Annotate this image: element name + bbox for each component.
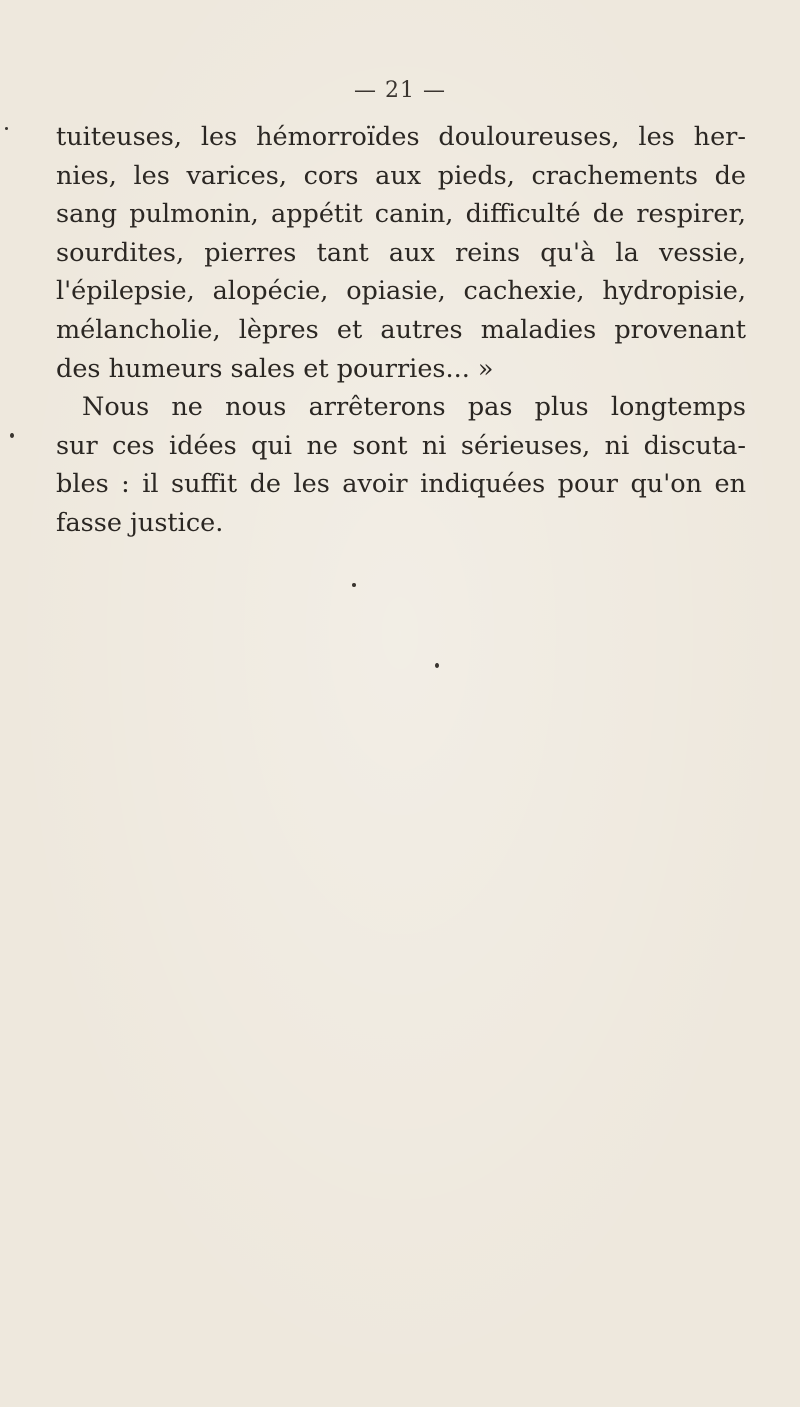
paper-speck bbox=[352, 583, 356, 587]
text-line-2: nies, les varices, cors aux pieds, crachements de bbox=[56, 160, 746, 191]
paper-speck bbox=[435, 663, 439, 668]
paper-speck bbox=[10, 433, 14, 438]
body-text bbox=[56, 118, 746, 543]
text-line-8: Nous ne nous arrêterons pas plus longtemps bbox=[82, 392, 746, 423]
text-line-1: tuiteuses, les hémorroïdes douloureuses, les her- bbox=[56, 122, 746, 152]
text-line-5: l'épilepsie, alopécie, opiasie, cachexie, hydropisie, bbox=[56, 276, 746, 307]
text-line-4: sourdites, pierres tant aux reins qu'à la vessie, bbox=[56, 237, 746, 268]
text-line-11: fasse justice. bbox=[56, 507, 224, 538]
text-line-6: mélancholie, lèpres et autres maladies provenant bbox=[56, 314, 746, 345]
page-number: — 21 — bbox=[354, 78, 446, 103]
paper-speck bbox=[5, 127, 8, 130]
text-line-9: sur ces idées qui ne sont ni sérieuses, ni discuta- bbox=[56, 430, 746, 461]
text-line-10: bles : il suffit de les avoir indiquées pour qu'on en bbox=[56, 469, 746, 500]
text-line-7: des humeurs sales et pourries... » bbox=[56, 353, 494, 384]
text-line-3: sang pulmonin, appétit canin, difficulté de respirer, bbox=[56, 199, 746, 230]
